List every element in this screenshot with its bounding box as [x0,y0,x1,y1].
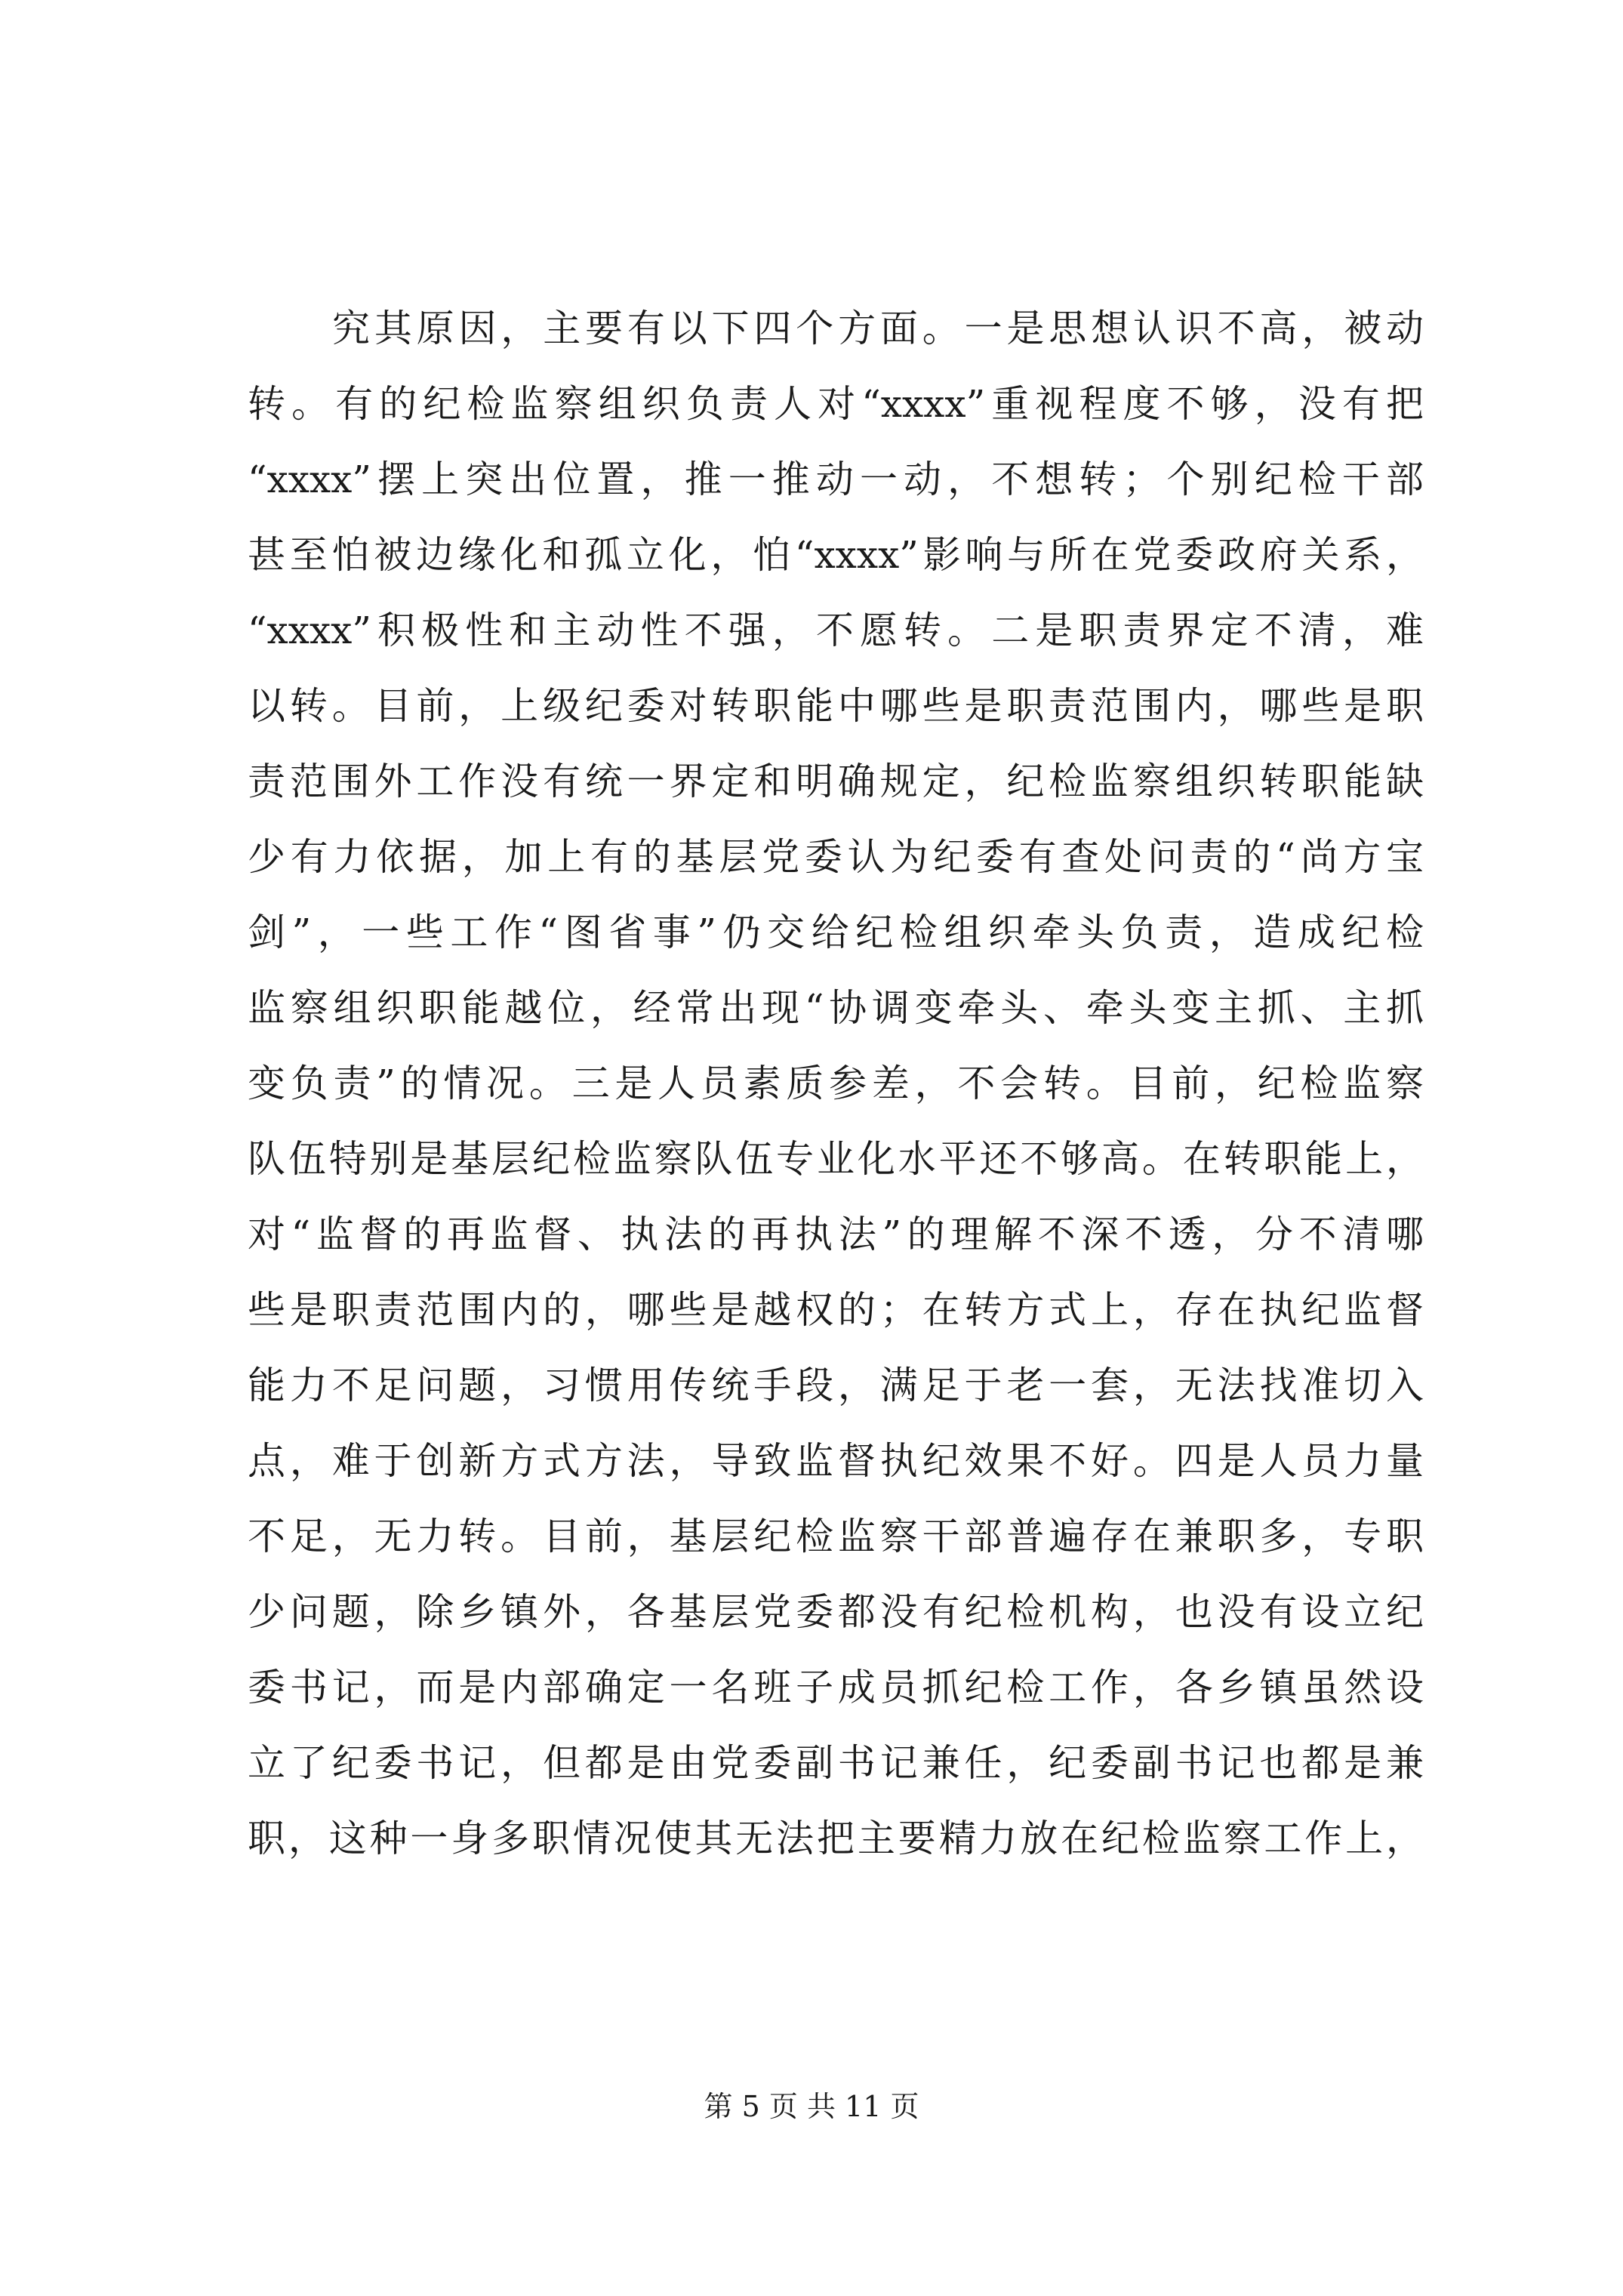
text-line: 少问题，除乡镇外，各基层党委都没有纪检机构，也没有设立纪 [248,1590,1424,1634]
text-line: 点，难于创新方式方法，导致监督执纪效果不好。四是人员力量 [248,1439,1424,1483]
text-line: 能力不足问题，习惯用传统手段，满足于老一套，无法找准切入 [248,1364,1424,1407]
text-line: 委书记，而是内部确定一名班子成员抓纪检工作，各乡镇虽然设 [248,1666,1424,1709]
text-line: 甚至怕被边缘化和孤立化，怕“xxxx”影响与所在党委政府关系， [248,533,1424,577]
text-line: 对“监督的再监督、执法的再执法”的理解不深不透，分不清哪 [248,1213,1424,1256]
text-line: 立了纪委书记，但都是由党委副书记兼任，纪委副书记也都是兼 [248,1741,1424,1785]
text-line: 职，这种一身多职情况使其无法把主要精力放在纪检监察工作上， [248,1817,1424,1860]
text-line: 究其原因，主要有以下四个方面。一是思想认识不高，被动 [332,307,1424,350]
text-line: 变负责”的情况。三是人员素质参差，不会转。目前，纪检监察 [248,1062,1424,1105]
text-line: 队伍特别是基层纪检监察队伍专业化水平还不够高。在转职能上， [248,1137,1424,1181]
text-line: 监察组织职能越位，经常出现“协调变牵头、牵头变主抓、主抓 [248,986,1424,1030]
page-number-footer: 第 5 页 共 11 页 [704,2090,919,2123]
text-line: “xxxx”摆上突出位置，推一推动一动，不想转；个别纪检干部 [248,458,1424,501]
text-line: 责范围外工作没有统一界定和明确规定，纪检监察组织转职能缺 [248,760,1424,803]
text-line: 剑”，一些工作“图省事”仍交给纪检组织牵头负责，造成纪检 [248,911,1424,954]
text-line: 少有力依据，加上有的基层党委认为纪委有查处问责的“尚方宝 [248,835,1424,879]
text-line: 转。有的纪检监察组织负责人对“xxxx”重视程度不够，没有把 [248,382,1424,426]
text-line: 以转。目前，上级纪委对转职能中哪些是职责范围内，哪些是职 [248,684,1424,728]
text-line: 些是职责范围内的，哪些是越权的；在转方式上，存在执纪监督 [248,1288,1424,1332]
text-line: “xxxx”积极性和主动性不强，不愿转。二是职责界定不清，难 [248,609,1424,652]
text-line: 不足，无力转。目前，基层纪检监察干部普遍存在兼职多，专职 [248,1515,1424,1558]
